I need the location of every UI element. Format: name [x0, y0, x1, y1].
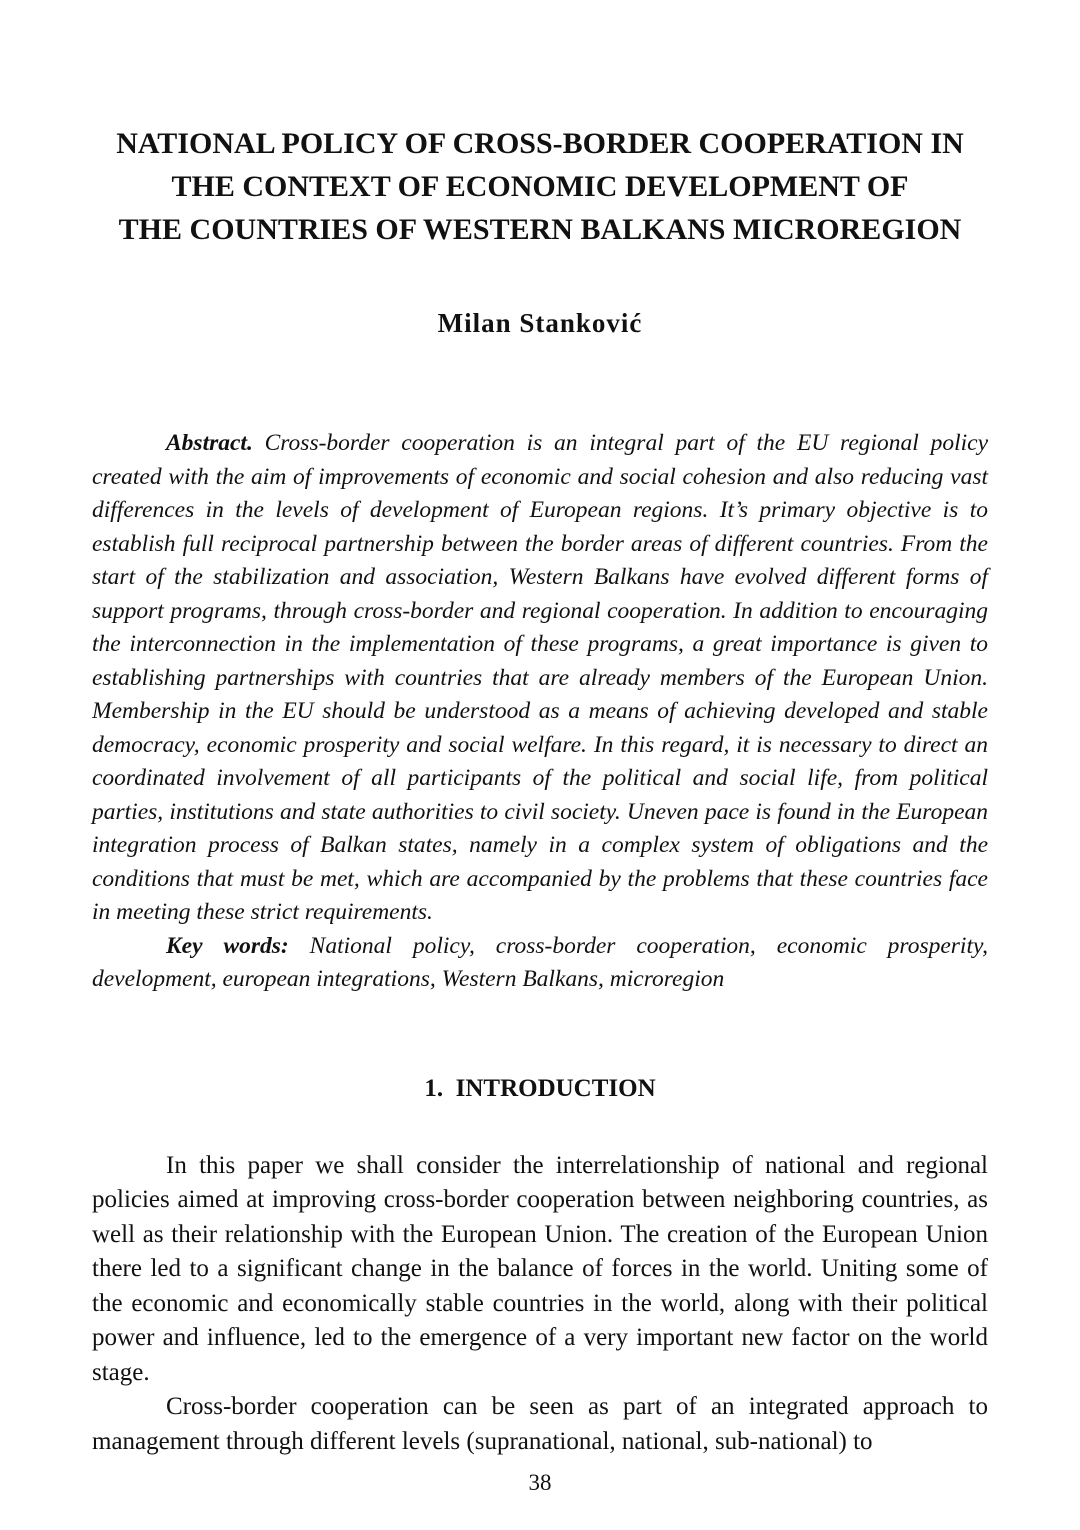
keywords-label: Key words:: [166, 932, 289, 959]
section-heading-introduction: 1. INTRODUCTION: [424, 1074, 656, 1102]
abstract-label: Abstract.: [166, 430, 253, 456]
abstract-paragraph: [92, 427, 988, 930]
title-line-3: THE COUNTRIES OF WESTERN BALKANS MICROREGION: [118, 213, 962, 246]
keywords-paragraph: [92, 930, 988, 997]
author-name: Milan Stanković: [437, 308, 643, 338]
paper-title: [92, 122, 988, 251]
body-paragraph-2: Cross-border cooperation can be seen as part of an integrated approach to management through different levels (supranational, national, sub-national) to: [92, 1393, 988, 1455]
title-line-2: THE CONTEXT OF ECONOMIC DEVELOPMENT OF: [171, 170, 909, 203]
abstract-block: [92, 427, 988, 997]
page-number: 38: [528, 1470, 552, 1495]
title-line-1: NATIONAL POLICY OF CROSS-BORDER COOPERATION IN: [116, 127, 964, 160]
abstract-text: Cross-border cooperation is an integral part of the EU regional policy created with the aim of improvements of economic and social cohesion and also reducing vast differences in the levels of development of European regions. It’s primary objective is to establish full reciprocal partnership between the border areas of different countries. From the start of the stabilization and association, Western Balkans have evolved different forms of support programs, through cross-border and regional cooperation. In addition to encouraging the interconnection in the implementation of these programs, a great importance is given to establishing partnerships with countries that are already members of the European Union. Membership in the EU should be understood as a means of achieving developed and stable democracy, economic prosperity and social welfare. In this regard, it is necessary to direct an coordinated involvement of all participants of the political and social life, from political parties, institutions and state authorities to civil society. Uneven pace is found in the European integration process of Balkan states, namely in a complex system of obligations and the conditions that must be met, which are accompanied by the problems that these countries face in meeting these strict requirements.: [92, 430, 988, 925]
keywords-text: National policy, cross-border cooperation, economic prosperity, development, european integrations, Western Balkans, microregion: [92, 932, 988, 992]
body-paragraph-1: In this paper we shall consider the interrelationship of national and regional policies aimed at improving cross-border cooperation between neighboring countries, as well as their relationship with the European Union. The creation of the European Union there led to a significant change in the balance of forces in the world. Uniting some of the economic and economically stable countries in the world, along with their political power and influence, led to the emergence of a very important new factor on the world stage.: [92, 1151, 988, 1386]
